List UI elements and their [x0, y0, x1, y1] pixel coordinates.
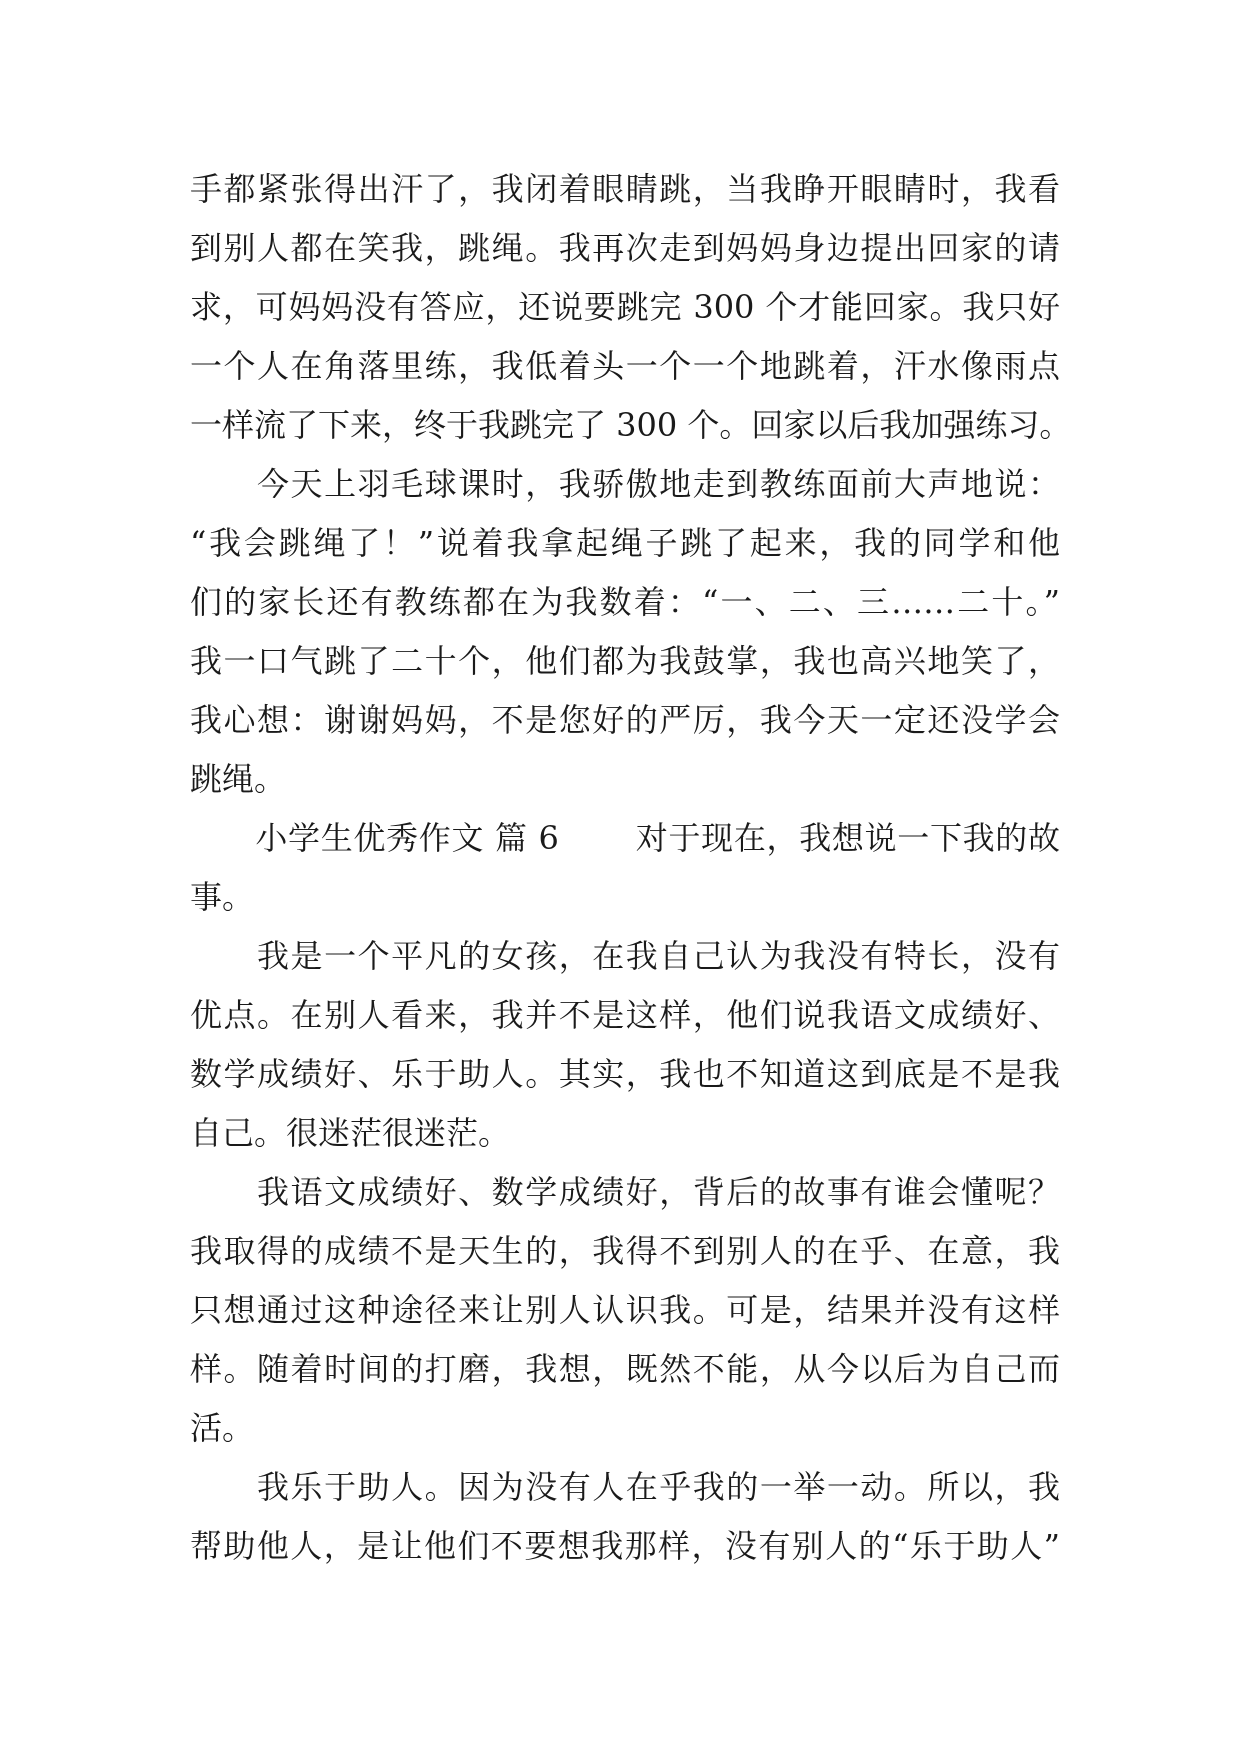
- text-line: 我取得的成绩不是天生的，我得不到别人的在乎、在意，我: [190, 1232, 1060, 1270]
- text-line: 我语文成绩好、数学成绩好，背后的故事有谁会懂呢？: [190, 1173, 1060, 1211]
- text-line: 自己。很迷茫很迷茫。: [190, 1114, 511, 1152]
- essay-text: [190, 160, 1072, 1576]
- text-line: 到别人都在笑我，跳绳。我再次走到妈妈身边提出回家的请: [190, 229, 1060, 267]
- text-line: 我是一个平凡的女孩，在我自己认为我没有特长，没有: [190, 937, 1060, 975]
- text-line: 帮助他人，是让他们不要想我那样，没有别人的“乐于助人”: [190, 1527, 1060, 1565]
- text-line: 手都紧张得出汗了，我闭着眼睛跳，当我睁开眼睛时，我看: [190, 170, 1060, 208]
- text-line: 我乐于助人。因为没有人在乎我的一举一动。所以，我: [190, 1468, 1060, 1506]
- text-line: 我一口气跳了二十个，他们都为我鼓掌，我也高兴地笑了，: [190, 642, 1060, 680]
- text-line: 只想通过这种途径来让别人认识我。可是，结果并没有这样: [190, 1291, 1060, 1329]
- text-line: 活。: [190, 1409, 255, 1447]
- text-line: “我会跳绳了！”说着我拿起绳子跳了起来，我的同学和他: [190, 524, 1060, 562]
- text-line: 们的家长还有教练都在为我数着：“一、二、三……二十。”: [190, 583, 1060, 621]
- section-heading-line: 小学生优秀作文 篇 6 对于现在，我想说一下我的故: [190, 819, 1060, 857]
- text-line: 今天上羽毛球课时，我骄傲地走到教练面前大声地说：: [190, 465, 1060, 503]
- text-line: 一样流了下来，终于我跳完了 300 个。回家以后我加强练习。: [190, 406, 1072, 444]
- text-line: 数学成绩好、乐于助人。其实，我也不知道这到底是不是我: [190, 1055, 1060, 1093]
- text-line: 求，可妈妈没有答应，还说要跳完 300 个才能回家。我只好: [190, 288, 1060, 326]
- text-line: 优点。在别人看来，我并不是这样，他们说我语文成绩好、: [190, 996, 1060, 1034]
- text-line: 事。: [190, 878, 255, 916]
- text-line: 样。随着时间的打磨，我想，既然不能，从今以后为自己而: [190, 1350, 1060, 1388]
- text-line: 我心想：谢谢妈妈，不是您好的严厉，我今天一定还没学会: [190, 701, 1060, 739]
- text-line: 跳绳。: [190, 760, 287, 798]
- text-line: 一个人在角落里练，我低着头一个一个地跳着，汗水像雨点: [190, 347, 1060, 385]
